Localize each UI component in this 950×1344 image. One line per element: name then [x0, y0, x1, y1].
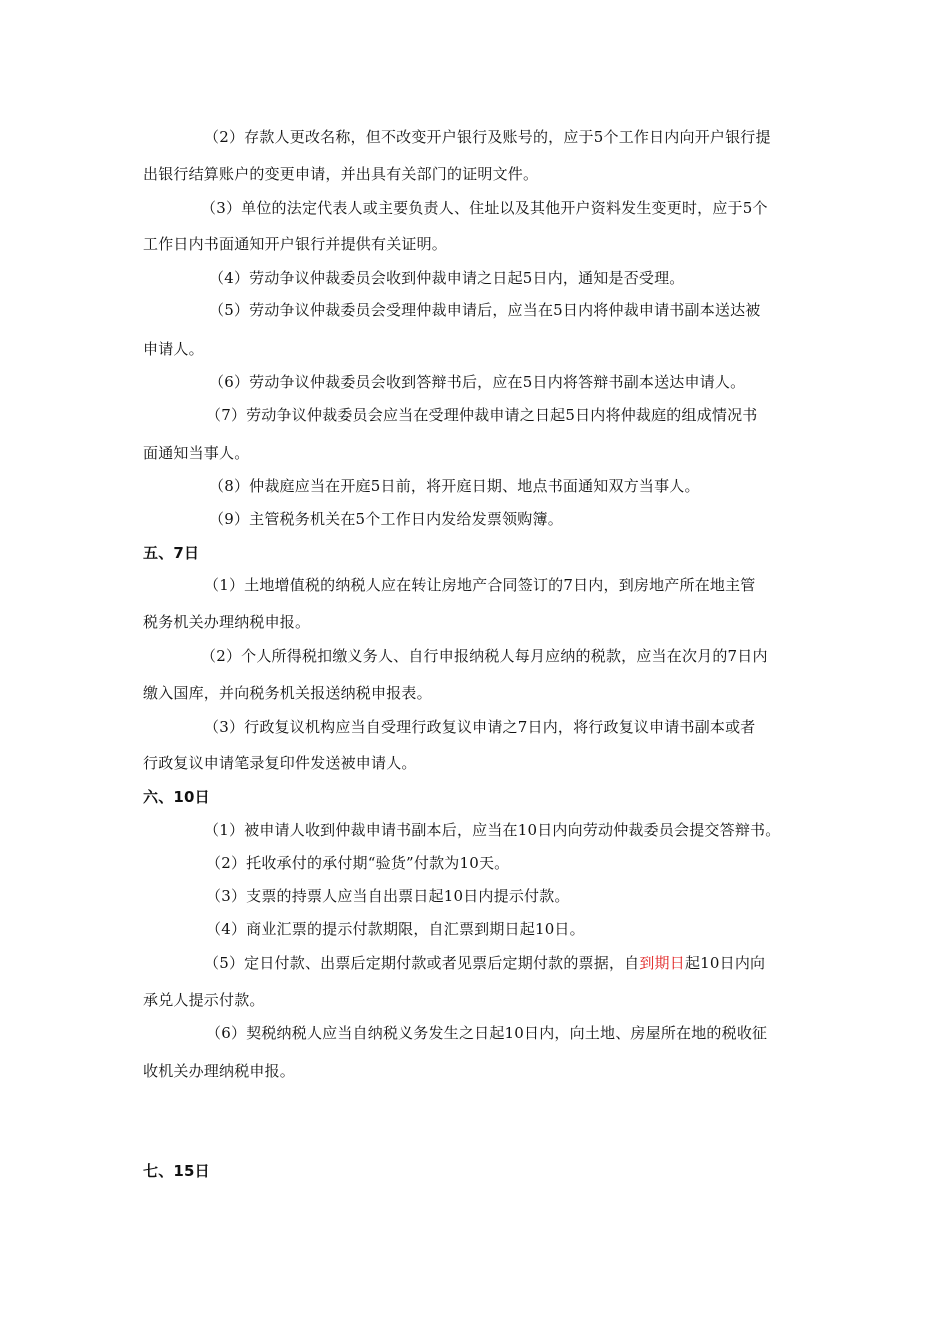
- paragraph-line: 面通知当事人。: [143, 444, 250, 462]
- paragraph-line: （4）商业汇票的提示付款期限，自汇票到期日起10日。: [206, 920, 585, 938]
- paragraph-line: （1）被申请人收到仲裁申请书副本后，应当在10日内向劳动仲裁委员会提交答辩书。: [204, 821, 781, 839]
- paragraph-line: （3）单位的法定代表人或主要负责人、住址以及其他开户资料发生变更时，应于5个: [201, 199, 768, 217]
- paragraph-line: （2）个人所得税扣缴义务人、自行申报纳税人每月应纳的税款，应当在次月的7日内: [201, 647, 768, 665]
- paragraph-line: （9）主管税务机关在5个工作日内发给发票领购簿。: [209, 510, 563, 528]
- paragraph-line: （2）托收承付的承付期“验货”付款为10天。: [206, 854, 510, 872]
- section-heading-10-days: 六、10日: [143, 788, 210, 806]
- paragraph-line: （5）劳动争议仲裁委员会受理仲裁申请后，应当在5日内将仲裁申请书副本送达被: [209, 301, 761, 319]
- paragraph-line: 行政复议申请笔录复印件发送被申请人。: [143, 754, 417, 772]
- paragraph-line: （3）支票的持票人应当自出票日起10日内提示付款。: [206, 887, 570, 905]
- paragraph-line: （3）行政复议机构应当自受理行政复议申请之7日内，将行政复议申请书副本或者: [204, 718, 756, 736]
- paragraph-line: （2）存款人更改名称，但不改变开户银行及账号的，应于5个工作日内向开户银行提: [204, 128, 771, 146]
- paragraph-text: 起10日内向: [684, 954, 766, 972]
- highlighted-term: 到期日: [639, 954, 685, 972]
- paragraph-line: （6）契税纳税人应当自纳税义务发生之日起10日内，向土地、房屋所在地的税收征: [206, 1024, 768, 1042]
- paragraph-line: （7）劳动争议仲裁委员会应当在受理仲裁申请之日起5日内将仲裁庭的组成情况书: [206, 406, 758, 424]
- paragraph-text: （5）定日付款、出票后定期付款或者见票后定期付款的票据，自: [204, 954, 640, 972]
- paragraph-line: （1）土地增值税的纳税人应在转让房地产合同签订的7日内，到房地产所在地主管: [204, 576, 756, 594]
- paragraph-line: 承兑人提示付款。: [143, 991, 265, 1009]
- paragraph-line: 出银行结算账户的变更申请，并出具有关部门的证明文件。: [143, 165, 539, 183]
- paragraph-line: 税务机关办理纳税申报。: [143, 613, 311, 631]
- paragraph-line: 申请人。: [143, 340, 204, 358]
- paragraph-line: 工作日内书面通知开户银行并提供有关证明。: [143, 235, 448, 253]
- paragraph-line: （4）劳动争议仲裁委员会收到仲裁申请之日起5日内，通知是否受理。: [209, 269, 685, 287]
- paragraph-line: [204, 953, 765, 973]
- paragraph-line: 缴入国库，并向税务机关报送纳税申报表。: [143, 684, 432, 702]
- section-heading-7-days: 五、7日: [143, 544, 200, 562]
- paragraph-line: （6）劳动争议仲裁委员会收到答辩书后，应在5日内将答辩书副本送达申请人。: [209, 373, 746, 391]
- paragraph-line: 收机关办理纳税申报。: [143, 1062, 296, 1080]
- paragraph-line: （8）仲裁庭应当在开庭5日前，将开庭日期、地点书面通知双方当事人。: [209, 477, 700, 495]
- section-heading-15-days: 七、15日: [143, 1162, 210, 1180]
